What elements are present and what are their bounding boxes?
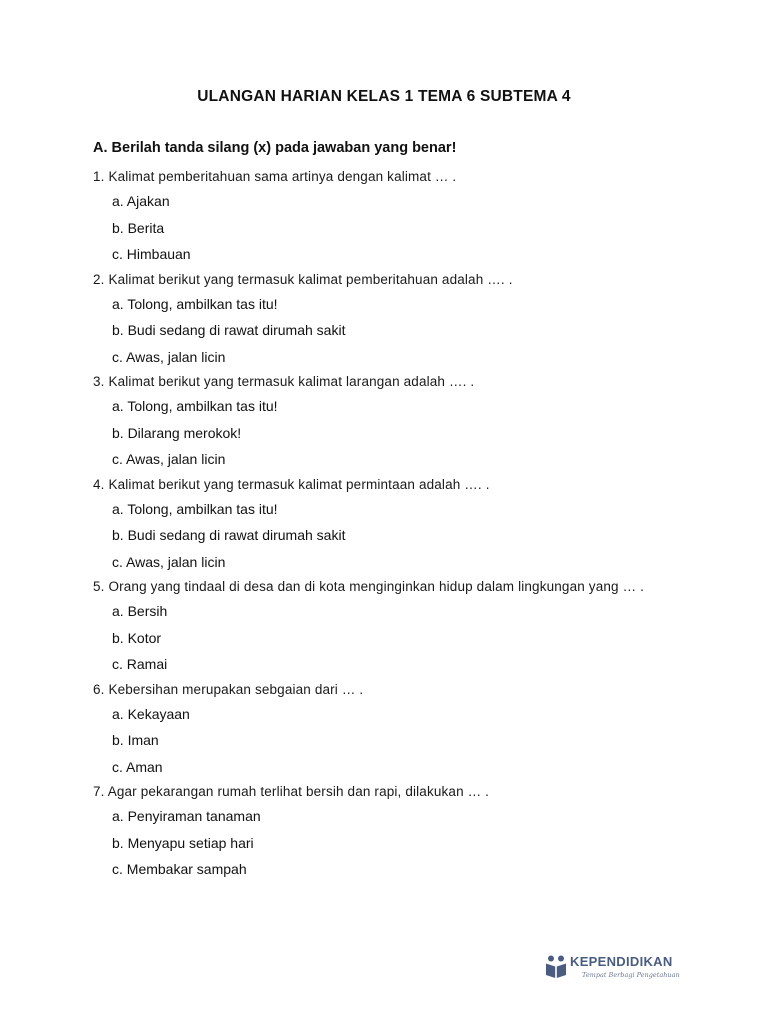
publisher-logo <box>544 950 704 990</box>
question-text: 7. Agar pekarangan rumah terlihat bersih dan rapi, dilakukan … . <box>93 784 490 799</box>
answer-option: a. Penyiraman tanaman <box>112 808 261 824</box>
answer-option: c. Awas, jalan licin <box>112 451 226 467</box>
answer-option: a. Kekayaan <box>112 705 190 722</box>
answer-option: c. Aman <box>112 758 163 775</box>
answer-option: a. Bersih <box>112 603 168 619</box>
question-2 <box>93 268 733 371</box>
question-6 <box>93 678 733 781</box>
answer-option: b. Kotor <box>112 629 162 646</box>
answer-option: a. Tolong, ambilkan tas itu! <box>112 500 278 517</box>
question-text: 2. Kalimat berikut yang termasuk kalimat pemberitahuan adalah …. . <box>93 271 513 287</box>
answer-option: b. Berita <box>112 219 165 236</box>
question-7 <box>93 780 733 883</box>
question-5 <box>93 575 733 678</box>
logo-tagline: Tempat Berbagi Pengetahuan <box>582 971 680 979</box>
answer-option: b. Menyapu setiap hari <box>112 834 254 851</box>
question-text: 3. Kalimat berikut yang termasuk kalimat larangan adalah …. . <box>93 374 475 389</box>
logo-name: KEPENDIDIKAN <box>570 954 673 969</box>
question-text: 1. Kalimat pemberitahuan sama artinya dengan kalimat … . <box>93 169 457 184</box>
answer-option: b. Budi sedang di rawat dirumah sakit <box>112 322 346 338</box>
question-list <box>93 165 733 883</box>
answer-option: a. Tolong, ambilkan tas itu! <box>112 295 278 312</box>
question-3 <box>93 370 733 473</box>
answer-option: c. Ramai <box>112 656 168 672</box>
answer-option: c. Himbauan <box>112 246 191 262</box>
question-text: 4. Kalimat berikut yang termasuk kalimat permintaan adalah …. . <box>93 476 490 492</box>
page-title: ULANGAN HARIAN KELAS 1 TEMA 6 SUBTEMA 4 <box>197 88 571 105</box>
answer-option: b. Budi sedang di rawat dirumah sakit <box>112 527 346 543</box>
question-text: 6. Kebersihan merupakan sebgaian dari … . <box>93 681 364 697</box>
answer-option: b. Dilarang merokok! <box>112 424 242 441</box>
section-instruction: A. Berilah tanda silang (x) pada jawaban yang benar! <box>93 140 457 156</box>
answer-option: c. Awas, jalan licin <box>112 348 226 365</box>
answer-option: c. Membakar sampah <box>112 861 247 877</box>
answer-option: a. Tolong, ambilkan tas itu! <box>112 398 278 414</box>
people-book-icon <box>544 954 568 980</box>
answer-option: b. Iman <box>112 732 159 748</box>
question-text: 5. Orang yang tindaal di desa dan di kota menginginkan hidup dalam lingkungan yang … . <box>93 579 645 594</box>
answer-option: c. Awas, jalan licin <box>112 553 226 570</box>
question-1 <box>93 165 733 268</box>
answer-option: a. Ajakan <box>112 193 170 209</box>
question-4 <box>93 473 733 576</box>
